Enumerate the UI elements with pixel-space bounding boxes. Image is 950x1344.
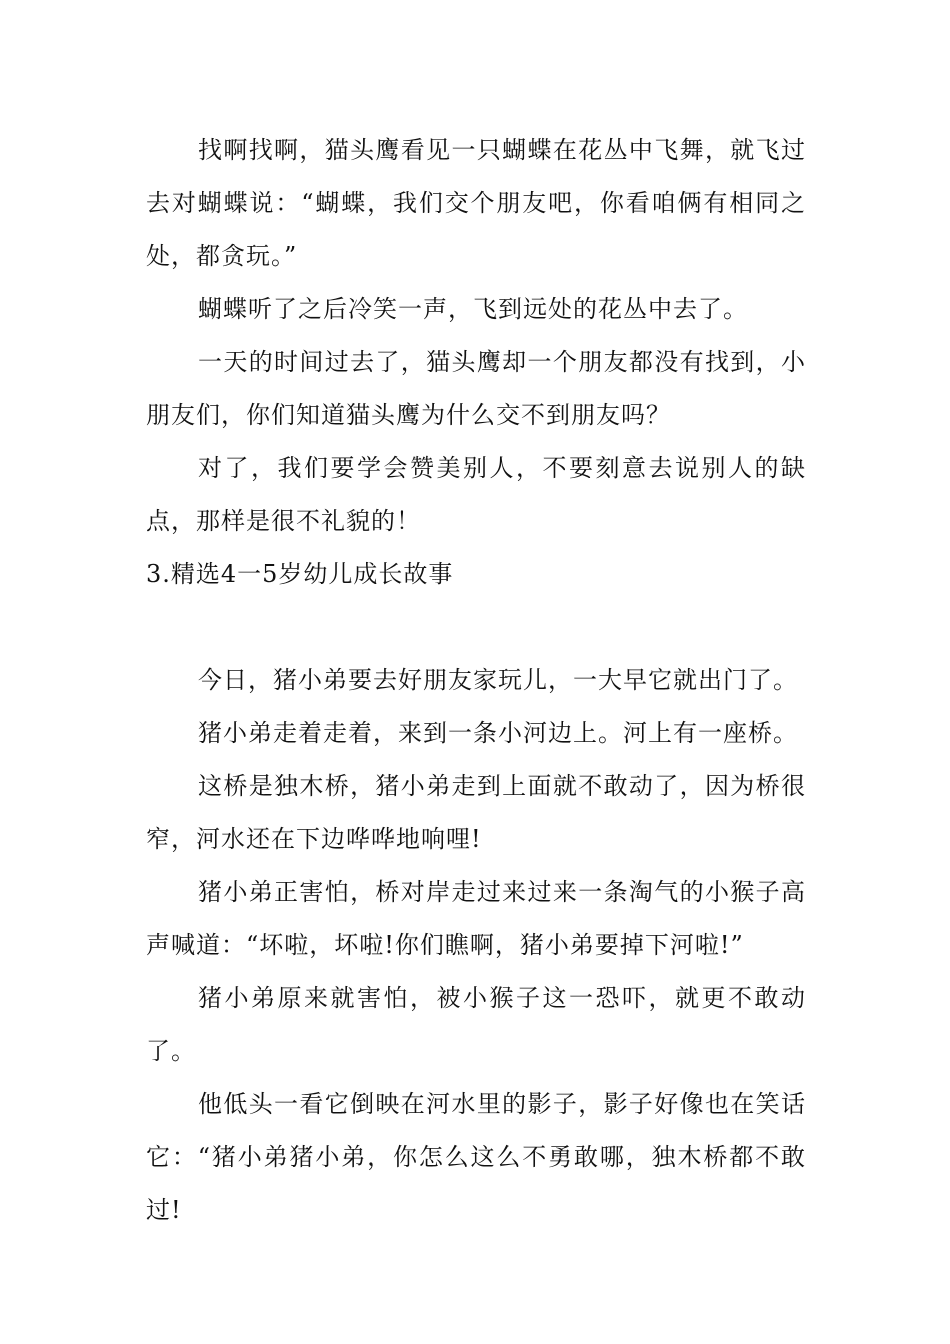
blank-line: [146, 601, 806, 654]
paragraph: 他低头一看它倒映在河水里的影子，影子好像也在笑话它：“猪小弟猪小弟，你怎么这么不勇敢哪，独木桥都不敢过!: [146, 1090, 806, 1224]
paragraph: 猪小弟正害怕，桥对岸走过来过来一条淘气的小猴子高声喊道：“坏啦，坏啦!你们瞧啊，猪小弟要掉下河啦!”: [146, 878, 806, 959]
paragraph: 一天的时间过去了，猫头鹰却一个朋友都没有找到，小朋友们，你们知道猫头鹰为什么交不到朋友吗？: [146, 348, 806, 429]
paragraph: 找啊找啊，猫头鹰看见一只蝴蝶在花丛中飞舞，就飞过去对蝴蝶说：“蝴蝶，我们交个朋友吧，你看咱俩有相同之处，都贪玩。”: [146, 136, 806, 270]
paragraph: 猪小弟走着走着，来到一条小河边上。河上有一座桥。: [198, 719, 798, 747]
section-heading: 3.精选4一5岁幼儿成长故事: [146, 560, 454, 588]
paragraph: 蝴蝶听了之后冷笑一声，飞到远处的花丛中去了。: [198, 295, 748, 323]
paragraph: 这桥是独木桥，猪小弟走到上面就不敢动了，因为桥很窄，河水还在下边哗哗地响哩!: [146, 772, 806, 853]
paragraph: 今日，猪小弟要去好朋友家玩儿，一大早它就出门了。: [198, 666, 798, 694]
paragraph: 猪小弟原来就害怕，被小猴子这一恐吓，就更不敢动了。: [146, 984, 806, 1065]
paragraph: 对了，我们要学会赞美别人，不要刻意去说别人的缺点，那样是很不礼貌的！: [146, 454, 806, 535]
document-body: [146, 124, 806, 1237]
